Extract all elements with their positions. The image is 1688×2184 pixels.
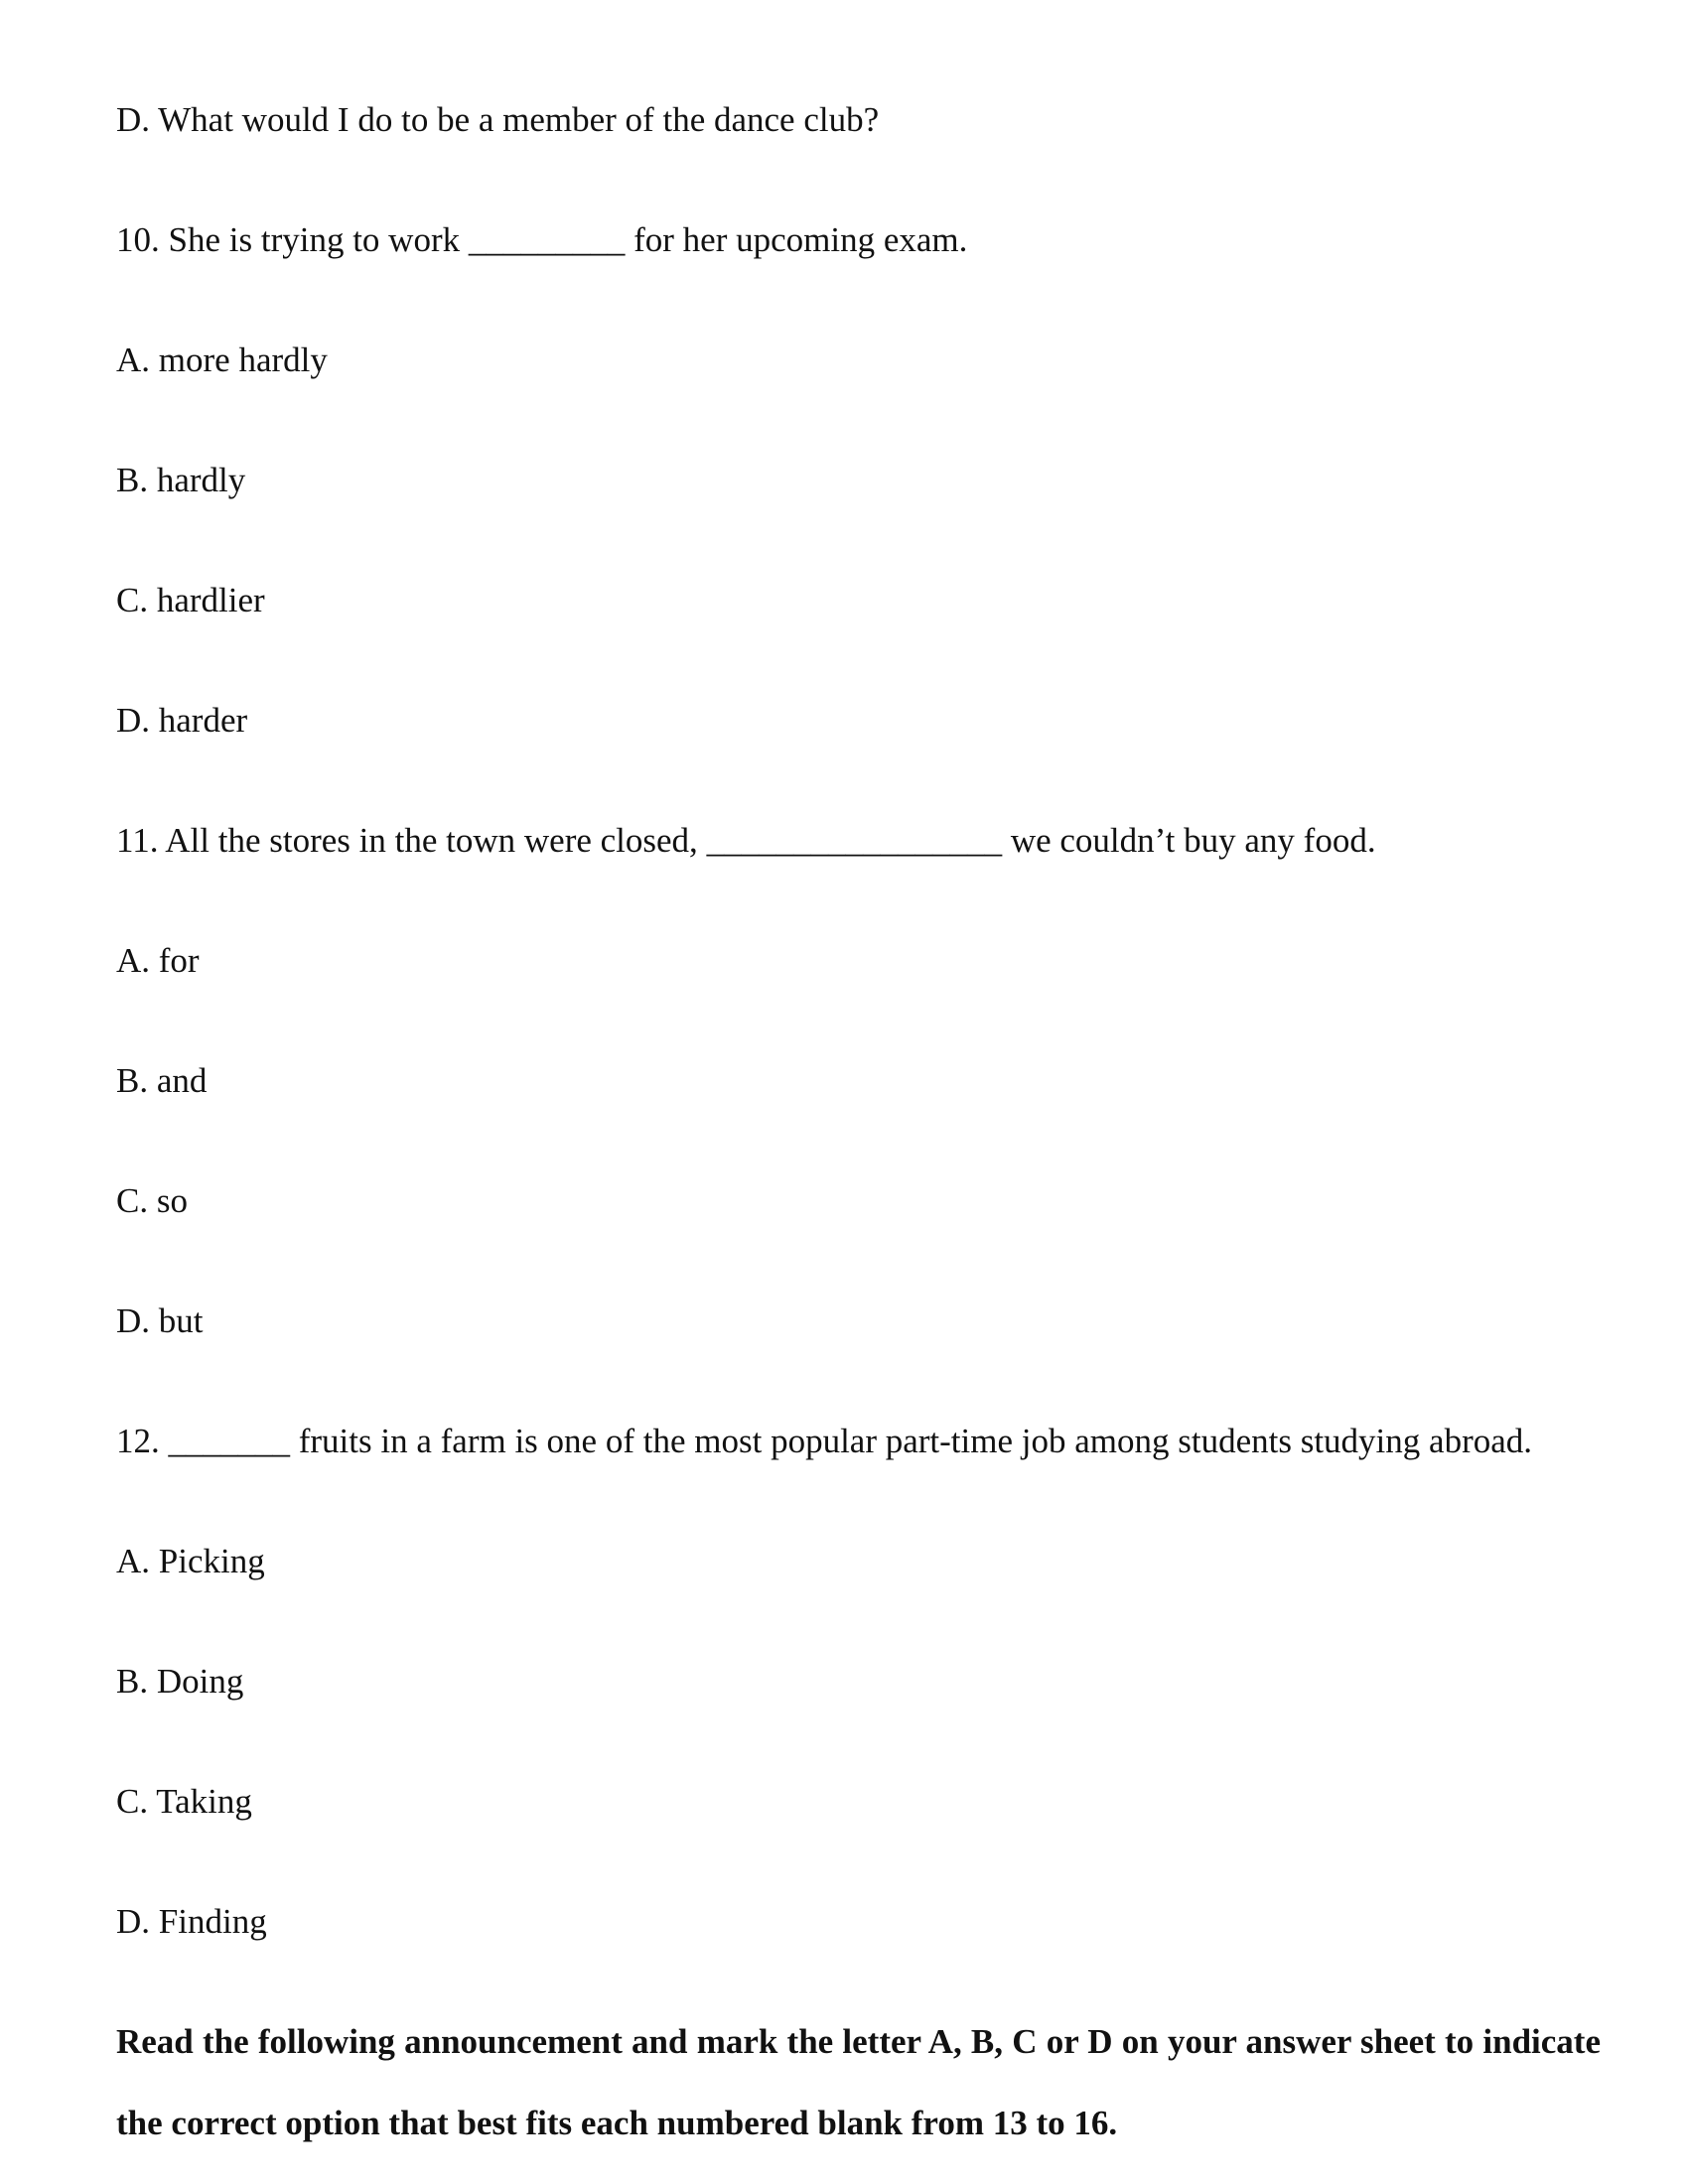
question-11-text-after: we couldn’t buy any food. [1010, 821, 1376, 860]
question-12-text-before: 12. [116, 1422, 160, 1460]
question-10-option-b: B. hardly [116, 461, 246, 499]
question-11 [116, 819, 1376, 863]
question-12-option-d: D. Finding [116, 1902, 267, 1941]
question-10-option-c: C. hardlier [116, 581, 265, 619]
question-11-blank: _________________ [706, 821, 1003, 860]
previous-question-option-d: D. What would I do to be a member of the dance club? [116, 100, 880, 139]
question-12-option-b: B. Doing [116, 1662, 244, 1701]
question-10-option-a: A. more hardly [116, 341, 328, 379]
question-10-text-after: for her upcoming exam. [633, 220, 968, 259]
question-11-option-b: B. and [116, 1061, 208, 1100]
question-12-option-a: A. Picking [116, 1542, 265, 1580]
question-11-option-a: A. for [116, 941, 200, 980]
question-12-option-c: C. Taking [116, 1782, 252, 1821]
question-10-blank: _________ [468, 220, 626, 259]
question-12 [116, 1420, 1532, 1463]
question-10 [116, 218, 967, 262]
question-12-text-after: fruits in a farm is one of the most popular part-time job among students studying abroad. [298, 1422, 1533, 1460]
question-10-text-before: 10. She is trying to work [116, 220, 461, 259]
section-instruction: Read the following announcement and mark the letter A, B, C or D on your answer sheet to indicate the correct option that best fits each numbered blank from 13 to 16. [116, 2022, 1601, 2142]
question-11-option-d: D. but [116, 1301, 204, 1340]
question-12-blank: _______ [168, 1422, 290, 1460]
question-10-option-d: D. harder [116, 701, 248, 740]
question-11-option-c: C. so [116, 1181, 188, 1220]
question-11-text-before: 11. All the stores in the town were closed, [116, 821, 698, 860]
